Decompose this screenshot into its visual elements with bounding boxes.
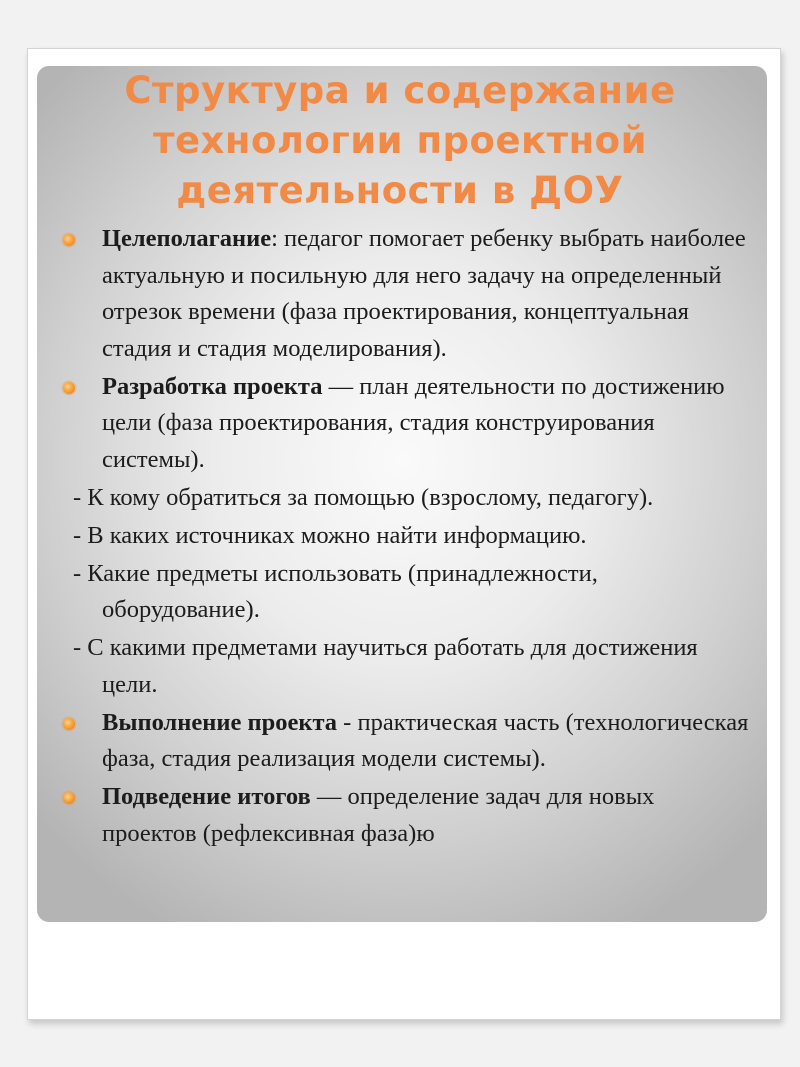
bullet-icon xyxy=(63,234,75,246)
bullet-icon xyxy=(63,718,75,730)
item-term: Подведение итогов xyxy=(102,783,311,810)
sub-item-objects-to-learn xyxy=(60,630,750,703)
bullet-icon xyxy=(63,382,75,394)
list-item-goal-setting xyxy=(60,221,750,367)
item-text: — определение задач для новых проектов (рефлексивная фаза)ю xyxy=(102,783,655,847)
sub-item-text: - В каких источниках можно найти информацию. xyxy=(73,521,587,549)
sub-item-sources xyxy=(60,518,750,555)
list-item-summing-up xyxy=(60,779,750,852)
bullet-icon xyxy=(63,792,75,804)
sub-item-text: - Какие предметы использовать (принадлежности, оборудование). xyxy=(73,559,598,623)
slide-title: Структура и содержание технологии проектной деятельности в ДОУ xyxy=(124,69,676,212)
item-text: : педагог помогает ребенку выбрать наиболее актуальную и посильную для него задачу на определенный отрезок времени (фаза проектирования, концептуальная стадия и стадия моделирования). xyxy=(102,225,746,362)
item-term: Разработка проекта xyxy=(102,372,323,400)
item-term: Целеполагание xyxy=(102,225,272,252)
item-term: Выполнение проекта xyxy=(102,708,338,736)
sub-item-objects-to-use xyxy=(60,556,750,629)
list-item-project-execution xyxy=(60,705,750,778)
content-list xyxy=(60,221,750,852)
list-item-project-development xyxy=(60,369,750,479)
item-text: - практическая часть (технологическая фаза, стадия реализация модели системы). xyxy=(102,708,749,772)
sub-item-whom-to-ask xyxy=(60,480,750,517)
item-text: — план деятельности по достижению цели (фаза проектирования, стадия конструирования системы). xyxy=(102,372,725,473)
sub-item-text: - К кому обратиться за помощью (взрослому, педагогу). xyxy=(73,483,654,511)
sub-item-text: - С какими предметами научиться работать для достижения цели. xyxy=(73,634,698,698)
